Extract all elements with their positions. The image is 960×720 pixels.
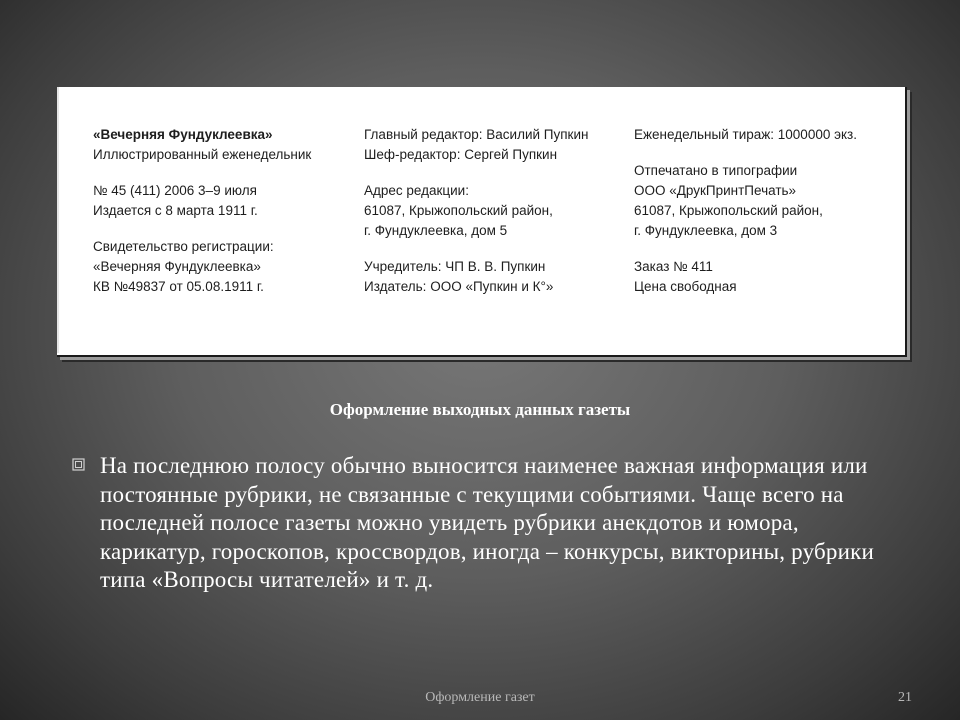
imprint-line: Учредитель: ЧП В. В. Пупкин — [364, 259, 546, 274]
imprint-column-3 — [634, 125, 857, 297]
imprint-line: Отпечатано в типографии — [634, 163, 798, 178]
imprint-line: Еженедельный тираж: 1000000 экз. — [634, 127, 857, 142]
imprint-line: г. Фундуклеевка, дом 3 — [634, 223, 778, 238]
imprint-line: «Вечерняя Фундуклеевка» — [93, 127, 273, 142]
imprint-column-1 — [93, 125, 311, 297]
page-number: 21 — [898, 690, 912, 705]
imprint-line: Заказ № 411 — [634, 259, 713, 274]
imprint-line: Издается с 8 марта 1911 г. — [93, 203, 258, 218]
imprint-line: Издатель: ООО «Пупкин и К°» — [364, 279, 554, 294]
square-bullet-icon — [72, 458, 85, 471]
imprint-line: ООО «ДрукПринтПечать» — [634, 183, 797, 198]
imprint-line: Свидетельство регистрации: — [93, 239, 274, 254]
imprint-line: № 45 (411) 2006 3–9 июля — [93, 183, 257, 198]
bullet-text: На последнюю полосу обычно выносится наименее важная информация или постоянные рубрики, не связанные с текущими событиями. Чаще всего на последней полосе газеты можно увидеть рубрики анекдотов и юмора, карикатур, гороскопов, кроссвордов, иногда – конкурсы, викторины, рубрики типа «Вопросы читателей» и т. д. — [100, 453, 874, 592]
imprint-line: Иллюстрированный еженедельник — [93, 147, 312, 162]
footer-title: Оформление газет — [425, 690, 535, 705]
imprint-line: КВ №49837 от 05.08.1911 г. — [93, 279, 264, 294]
imprint-line: Адрес редакции: — [364, 183, 469, 198]
imprint-line: 61087, Крыжопольский район, — [364, 203, 553, 218]
imprint-column-2 — [364, 125, 588, 297]
imprint-line: Цена свободная — [634, 279, 737, 294]
newspaper-imprint-image — [57, 87, 909, 359]
image-caption: Оформление выходных данных газеты — [329, 400, 631, 419]
imprint-line: г. Фундуклеевка, дом 5 — [364, 223, 508, 238]
imprint-line: 61087, Крыжопольский район, — [634, 203, 823, 218]
imprint-line: Главный редактор: Василий Пупкин — [364, 127, 589, 142]
imprint-line: Шеф-редактор: Сергей Пупкин — [364, 147, 558, 162]
imprint-sheet — [57, 87, 905, 353]
imprint-line: «Вечерняя Фундуклеевка» — [93, 259, 261, 274]
